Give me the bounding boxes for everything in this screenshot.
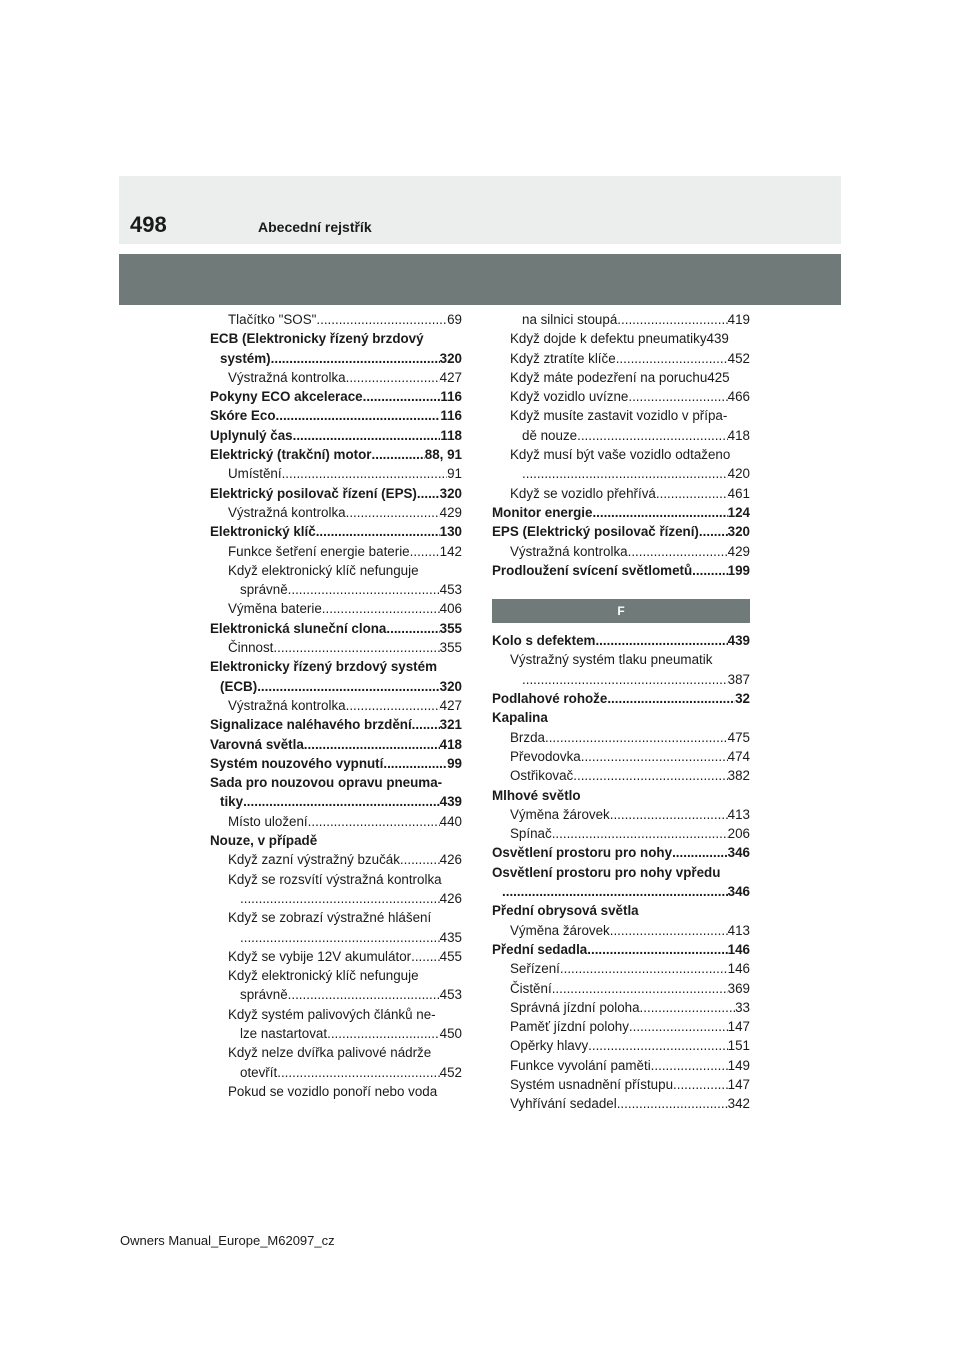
index-entry xyxy=(210,406,462,425)
page-ref: 320 xyxy=(727,524,750,540)
page-ref: 382 xyxy=(727,768,750,784)
dot-leader xyxy=(277,1063,439,1082)
page-ref: 320 xyxy=(439,350,462,366)
page-ref: 429 xyxy=(439,504,462,520)
index-term: Převodovka xyxy=(510,748,581,764)
index-term: Spínač xyxy=(510,826,552,842)
page-ref: 387 xyxy=(727,671,750,687)
index-term: Systém nouzového vypnutí xyxy=(210,755,384,771)
index-term: Umístění xyxy=(228,466,282,482)
dot-leader xyxy=(327,1024,440,1043)
index-term: Výstražná kontrolka xyxy=(228,369,346,385)
dot-leader xyxy=(386,619,439,638)
dot-leader xyxy=(522,670,728,689)
index-line: Když systém palivových článků ne- xyxy=(228,1006,436,1022)
index-entry xyxy=(492,484,750,503)
dot-leader xyxy=(363,387,441,406)
dot-leader xyxy=(628,542,728,561)
page-ref: 142 xyxy=(439,543,462,559)
index-term: Kolo s defektem xyxy=(492,633,596,649)
index-term: Funkce šetření energie baterie xyxy=(228,543,410,559)
index-entry xyxy=(210,464,462,483)
page-number: 498 xyxy=(130,212,167,237)
dot-leader xyxy=(273,638,439,657)
dot-leader xyxy=(560,959,728,978)
page-ref: 130 xyxy=(439,524,462,540)
page-ref: 419 xyxy=(727,312,750,327)
index-entry xyxy=(492,728,750,747)
dot-leader xyxy=(412,715,440,734)
page-ref: 369 xyxy=(727,980,750,996)
index-entry xyxy=(210,696,462,715)
index-entry xyxy=(210,1063,462,1082)
page-ref: 426 xyxy=(439,890,462,906)
index-entry xyxy=(210,928,462,947)
index-entry xyxy=(210,522,462,541)
index-term: lze nastartovat xyxy=(240,1025,328,1041)
index-line: Přední obrysová světla xyxy=(492,903,639,919)
index-term: otevřít xyxy=(240,1064,278,1080)
page-ref: 116 xyxy=(440,408,462,424)
index-entry xyxy=(492,959,750,978)
index-term: (ECB) xyxy=(220,678,258,694)
index-term: Elektronická sluneční clona xyxy=(210,620,387,636)
dot-leader xyxy=(240,889,440,908)
index-entry xyxy=(492,542,750,561)
index-entry xyxy=(492,1036,750,1055)
index-entry xyxy=(210,947,462,966)
index-term: Podlahové rohože xyxy=(492,691,608,707)
footer-doc-id: Owners Manual_Europe_M62097_cz xyxy=(120,1233,335,1248)
dot-leader xyxy=(383,754,447,773)
page-ref: 452 xyxy=(439,1064,462,1080)
dot-leader xyxy=(400,850,440,869)
page-ref: 439 xyxy=(727,633,750,649)
index-entry xyxy=(492,843,750,862)
index-term: Čistění xyxy=(510,980,552,996)
dot-leader xyxy=(240,928,440,947)
index-term: Signalizace naléhavého brzdění xyxy=(210,717,412,733)
index-entry xyxy=(210,368,462,387)
page-ref: 427 xyxy=(439,369,462,385)
page-ref: 461 xyxy=(727,485,750,501)
index-term: Funkce vyvolání paměti xyxy=(510,1057,651,1073)
index-term: na silnici stoupá xyxy=(522,312,618,327)
dot-leader xyxy=(628,387,727,406)
index-entry xyxy=(492,464,750,483)
index-line: Když musí být vaše vozidlo odtaženo xyxy=(510,447,731,463)
index-entry xyxy=(492,882,750,901)
index-term: Osvětlení prostoru pro nohy xyxy=(492,845,673,861)
dot-leader xyxy=(417,484,440,503)
index-entry xyxy=(492,561,750,580)
page-ref: 99 xyxy=(447,755,462,771)
index-term: Vyhřívání sedadel xyxy=(510,1096,617,1112)
page-ref: 118 xyxy=(440,427,462,443)
index-entry xyxy=(492,349,750,368)
page-ref: 206 xyxy=(727,826,750,842)
dot-leader xyxy=(592,503,727,522)
dot-leader xyxy=(243,792,440,811)
index-entry xyxy=(210,387,462,406)
dot-leader xyxy=(629,1017,728,1036)
dot-leader xyxy=(411,947,440,966)
index-term: Přední sedadla xyxy=(492,941,588,957)
page-ref: 33 xyxy=(735,999,750,1015)
index-term: Seřízení xyxy=(510,961,560,977)
index-entry xyxy=(210,754,462,773)
page-ref: 346 xyxy=(727,845,750,861)
index-entry xyxy=(210,1024,462,1043)
page-ref: 474 xyxy=(727,748,750,764)
index-entry xyxy=(210,850,462,869)
page-ref: 418 xyxy=(439,736,462,752)
index-entry xyxy=(492,387,750,406)
dot-leader xyxy=(588,1036,728,1055)
page-ref: 116 xyxy=(440,389,462,405)
index-entry xyxy=(492,1056,750,1075)
index-entry xyxy=(210,715,462,734)
dot-leader xyxy=(346,503,440,522)
index-entry xyxy=(492,766,750,785)
dot-leader xyxy=(552,979,728,998)
dot-leader xyxy=(308,812,440,831)
index-line: ECB (Elektronicky řízený brzdový xyxy=(210,331,424,347)
index-entry xyxy=(210,735,462,754)
page-ref: 32 xyxy=(735,691,750,707)
index-term: Paměť jízdní polohy xyxy=(510,1019,629,1035)
index-entry xyxy=(210,426,462,445)
index-entry xyxy=(492,1075,750,1094)
dot-leader xyxy=(322,599,440,618)
index-line: Výstražný systém tlaku pneumatik xyxy=(510,652,713,668)
index-term: Výstražná kontrolka xyxy=(510,543,628,559)
page-ref: 413 xyxy=(727,806,750,822)
index-group-right-bottom xyxy=(492,631,750,1113)
dot-leader xyxy=(617,1094,728,1113)
index-term: správně xyxy=(240,582,288,598)
page-ref: 91 xyxy=(447,466,462,482)
dot-leader xyxy=(316,522,440,541)
index-term: Varovná světla xyxy=(210,736,304,752)
index-entry xyxy=(210,445,462,464)
index-entry xyxy=(492,426,750,445)
page-ref: 124 xyxy=(727,504,750,520)
index-term: Když vozidlo uvízne xyxy=(510,389,629,405)
page-ref: 475 xyxy=(727,729,750,745)
header-band xyxy=(119,176,841,244)
index-term: Skóre Eco xyxy=(210,408,276,424)
page-ref: 146 xyxy=(727,941,750,957)
page-ref: 452 xyxy=(727,350,750,366)
index-entry xyxy=(492,747,750,766)
page-ref: 440 xyxy=(439,813,462,829)
index-entry xyxy=(210,542,462,561)
page-ref: 321 xyxy=(439,717,462,733)
dot-leader xyxy=(581,747,728,766)
index-entry xyxy=(210,503,462,522)
index-term: Pokyny ECO akcelerace xyxy=(210,389,363,405)
index-term: Elektronický klíč xyxy=(210,524,316,540)
dot-leader xyxy=(282,464,448,483)
index-entry xyxy=(492,310,750,329)
index-entry xyxy=(210,638,462,657)
dot-leader xyxy=(692,561,727,580)
index-term: Když se vybije 12V akumulátor xyxy=(228,948,412,964)
index-line: Když nelze dvířka palivové nádrže xyxy=(228,1045,432,1061)
index-entry xyxy=(492,979,750,998)
section-title: Abecední rejstřík xyxy=(258,219,372,235)
index-term: Výměna žárovek xyxy=(510,806,610,822)
index-column-left xyxy=(210,310,462,1101)
index-entry xyxy=(210,310,462,329)
index-line: Když dojde k defektu pneumatiky439 xyxy=(510,331,729,347)
index-entry xyxy=(492,522,750,541)
page-ref: 342 xyxy=(727,1096,750,1112)
index-entry xyxy=(492,940,750,959)
index-term: Ostřikovač xyxy=(510,768,574,784)
index-entry xyxy=(492,805,750,824)
page-ref: 418 xyxy=(727,427,750,443)
page-ref: 320 xyxy=(439,485,462,501)
dot-leader xyxy=(617,310,727,329)
page-ref: 453 xyxy=(439,987,462,1003)
page-ref: 146 xyxy=(727,961,750,977)
dot-leader xyxy=(616,349,728,368)
index-entry xyxy=(492,689,750,708)
index-entry xyxy=(492,921,750,940)
index-term: správně xyxy=(240,987,288,1003)
index-entry xyxy=(210,349,462,368)
page-ref: 199 xyxy=(727,562,750,578)
page-ref: 429 xyxy=(727,543,750,559)
page-ref: 420 xyxy=(727,466,750,482)
index-term: Správná jízdní poloha xyxy=(510,999,640,1015)
page-ref: 355 xyxy=(439,640,462,656)
index-entry xyxy=(210,580,462,599)
page-ref: 427 xyxy=(439,697,462,713)
index-line: Nouze, v případě xyxy=(210,833,318,849)
page-ref: 435 xyxy=(439,929,462,945)
page-ref: 88, 91 xyxy=(424,447,462,463)
dot-leader xyxy=(293,426,441,445)
index-entry xyxy=(210,792,462,811)
dot-leader xyxy=(607,689,735,708)
page-ref: 455 xyxy=(439,948,462,964)
index-term: systém) xyxy=(220,350,271,366)
dot-leader xyxy=(656,484,728,503)
index-term: tiky xyxy=(220,794,244,810)
dot-leader xyxy=(522,464,728,483)
page-ref: 149 xyxy=(727,1057,750,1073)
dot-leader xyxy=(271,349,440,368)
index-entry xyxy=(492,670,750,689)
page-ref: 466 xyxy=(727,389,750,405)
index-line: Osvětlení prostoru pro nohy vpředu xyxy=(492,864,721,880)
dot-leader xyxy=(610,805,728,824)
page-ref: 406 xyxy=(439,601,462,617)
index-line: Mlhové světlo xyxy=(492,787,581,803)
index-entry xyxy=(492,1017,750,1036)
index-line: Pokud se vozidlo ponoří nebo voda xyxy=(228,1083,438,1099)
index-group-right-top xyxy=(492,310,750,580)
index-entry xyxy=(210,889,462,908)
page-ref: 147 xyxy=(727,1019,750,1035)
dot-leader xyxy=(410,542,440,561)
dot-leader xyxy=(276,406,441,425)
dot-leader xyxy=(545,728,728,747)
index-entry xyxy=(210,619,462,638)
dot-leader xyxy=(587,940,727,959)
index-term: Činnost xyxy=(228,640,274,656)
index-line: Když se rozsvítí výstražná kontrolka xyxy=(228,871,442,887)
page-ref: 151 xyxy=(727,1038,750,1054)
index-line: Když elektronický klíč nefunguje xyxy=(228,968,419,984)
index-term: Výstražná kontrolka xyxy=(228,504,346,520)
page-ref: 426 xyxy=(439,852,462,868)
page-ref: 413 xyxy=(727,922,750,938)
index-term: Prodloužení svícení světlometů xyxy=(492,562,693,578)
dot-leader xyxy=(552,824,728,843)
dot-leader xyxy=(672,843,728,862)
page-ref: 147 xyxy=(727,1076,750,1092)
index-line: Když elektronický klíč nefunguje xyxy=(228,562,419,578)
index-line: Když musíte zastavit vozidlo v přípa- xyxy=(510,408,728,424)
index-term: Brzda xyxy=(510,729,545,745)
dot-leader xyxy=(610,921,728,940)
index-entry xyxy=(492,998,750,1017)
letter-heading-f: F xyxy=(492,599,750,623)
dot-leader xyxy=(640,998,736,1017)
dot-leader xyxy=(316,310,447,329)
page-ref: 450 xyxy=(439,1025,462,1041)
index-entry xyxy=(210,985,462,1004)
index-line: Když se zobrazí výstražné hlášení xyxy=(228,910,432,926)
index-entry xyxy=(210,599,462,618)
page-ref: 320 xyxy=(439,678,462,694)
index-term: Místo uložení xyxy=(228,813,308,829)
index-term: Výměna baterie xyxy=(228,601,322,617)
dot-leader xyxy=(651,1056,728,1075)
index-term: Systém usnadnění přístupu xyxy=(510,1076,674,1092)
index-term: Když se vozidlo přehřívá xyxy=(510,485,656,501)
index-entry xyxy=(210,484,462,503)
index-term: Když ztratíte klíče xyxy=(510,350,616,366)
index-term: Elektrický (trakční) motor xyxy=(210,447,372,463)
dot-leader xyxy=(346,368,440,387)
index-line: Elektronicky řízený brzdový systém xyxy=(210,659,437,675)
index-column-right xyxy=(492,310,750,1114)
index-term: Výměna žárovek xyxy=(510,922,610,938)
index-entry xyxy=(210,677,462,696)
index-term: dě nouze xyxy=(522,427,578,443)
dot-leader xyxy=(595,631,727,650)
dot-leader xyxy=(673,1075,728,1094)
header-dark-band xyxy=(119,254,841,305)
index-line: Sada pro nouzovou opravu pneuma- xyxy=(210,775,443,791)
index-entry xyxy=(492,631,750,650)
index-entry xyxy=(210,812,462,831)
dot-leader xyxy=(288,985,440,1004)
index-term: Monitor energie xyxy=(492,504,593,520)
dot-leader xyxy=(288,580,440,599)
page-ref: 346 xyxy=(727,884,750,900)
index-term: Výstražná kontrolka xyxy=(228,697,346,713)
index-line: Když máte podezření na poruchu425 xyxy=(510,369,730,385)
page-ref: 453 xyxy=(439,582,462,598)
dot-leader xyxy=(257,677,439,696)
dot-leader xyxy=(346,696,440,715)
index-term: Elektrický posilovač řízení (EPS) xyxy=(210,485,417,501)
index-term: Když zazní výstražný bzučák xyxy=(228,852,400,868)
index-entry xyxy=(492,503,750,522)
index-term: Opěrky hlavy xyxy=(510,1038,589,1054)
page-ref: 439 xyxy=(439,794,462,810)
index-line: Kapalina xyxy=(492,710,548,726)
dot-leader xyxy=(699,522,728,541)
page-ref: 355 xyxy=(439,620,462,636)
index-term: Uplynulý čas xyxy=(210,427,293,443)
index-term: EPS (Elektrický posilovač řízení) xyxy=(492,524,699,540)
dot-leader xyxy=(573,766,727,785)
index-term: Tlačítko "SOS" xyxy=(228,312,317,327)
dot-leader xyxy=(372,445,425,464)
dot-leader xyxy=(577,426,728,445)
page-ref: 69 xyxy=(447,312,462,327)
dot-leader xyxy=(502,882,728,901)
index-entry xyxy=(492,824,750,843)
index-entry xyxy=(492,1094,750,1113)
dot-leader xyxy=(304,735,440,754)
